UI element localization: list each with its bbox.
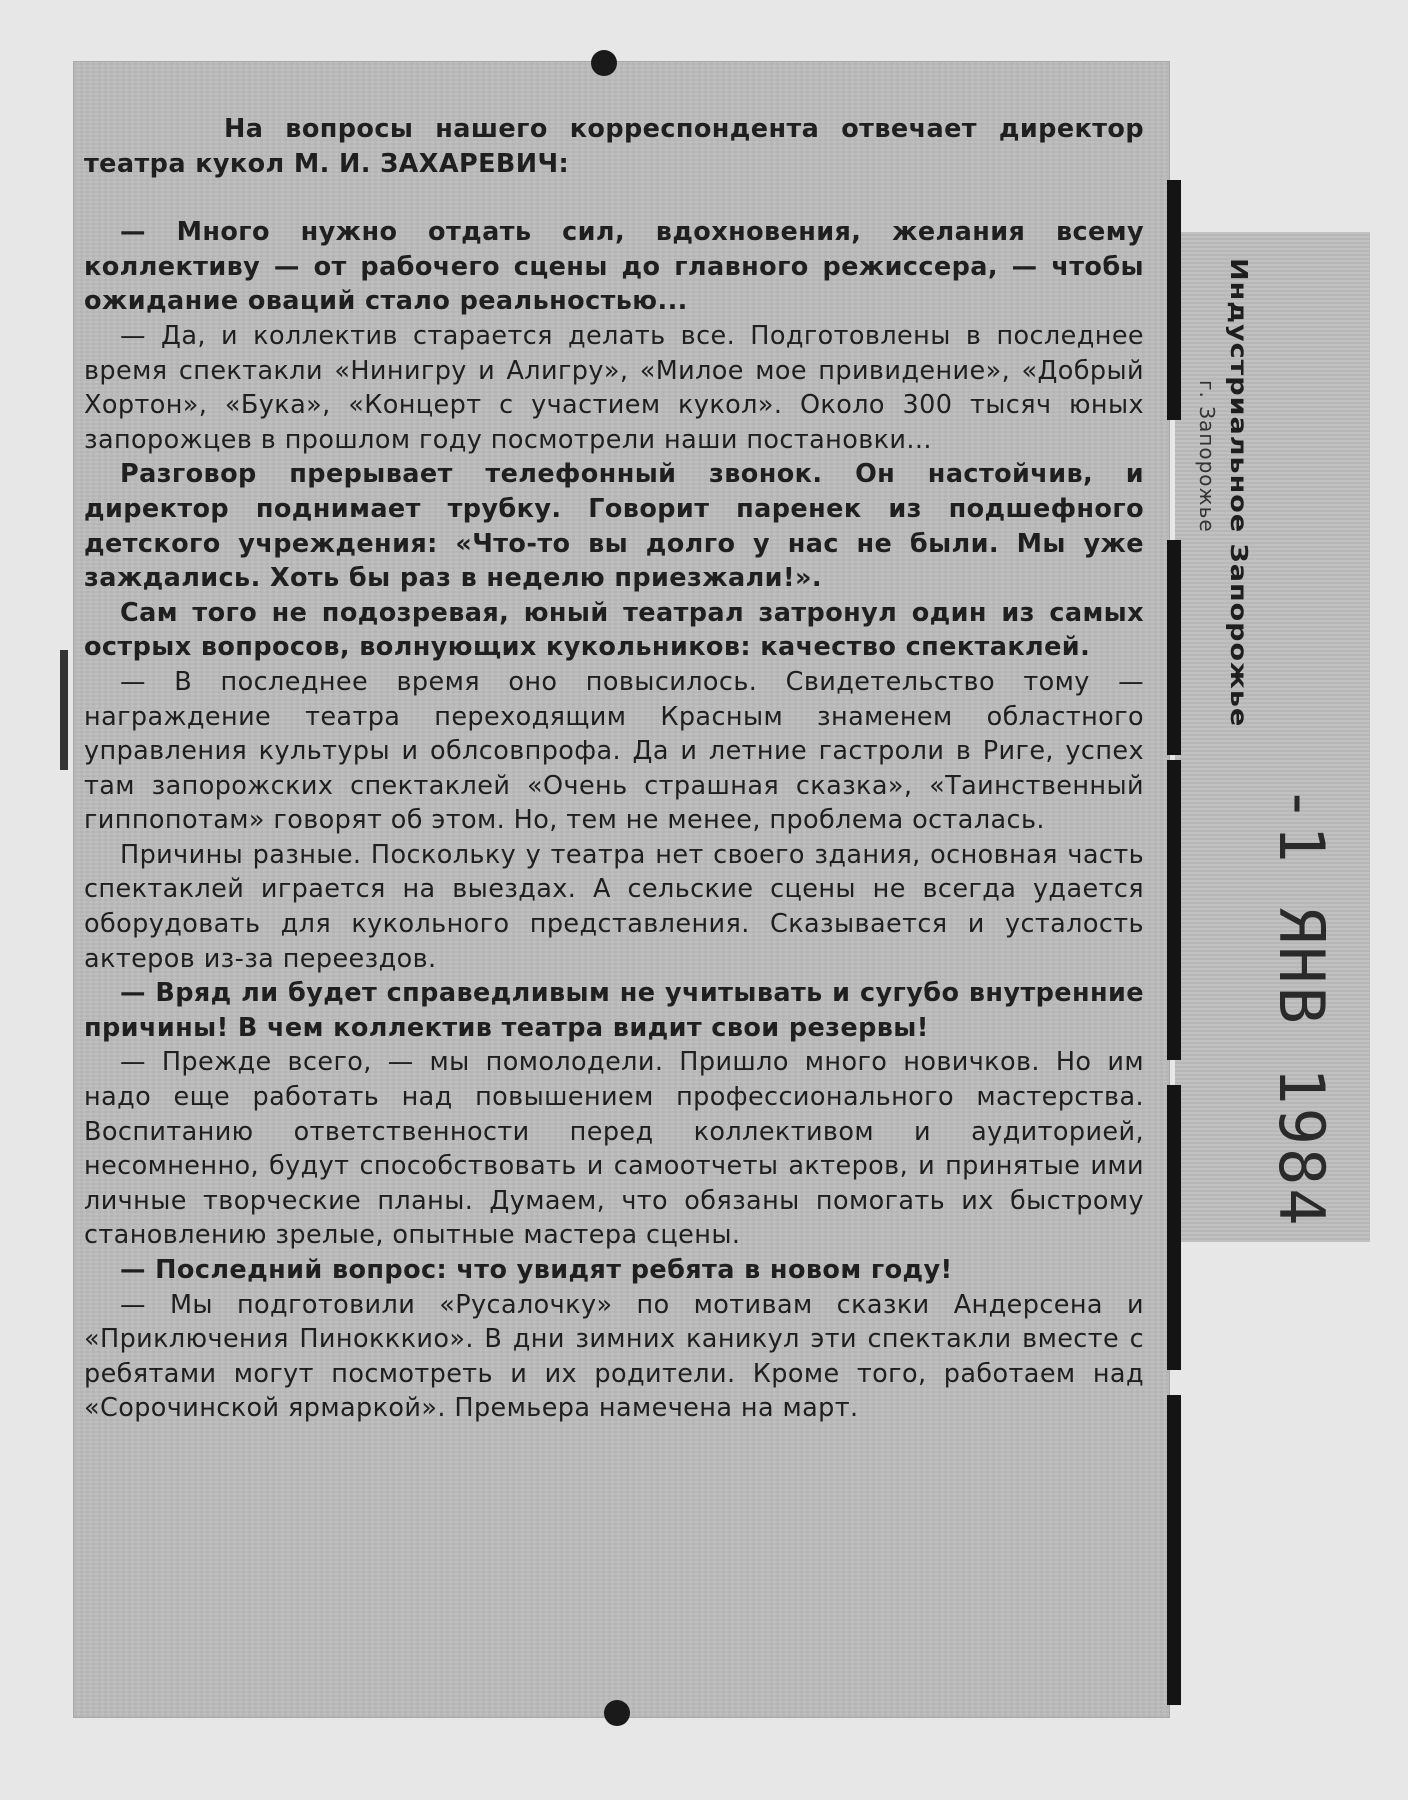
- clipping-edge-shadow: [1167, 760, 1181, 1060]
- article-text: [84, 112, 1144, 1426]
- article-paragraph: — Мы подготовили «Русалочку» по мотивам сказки Андерсена и «Приключения Пинокккио». В дни зимних каникул эти спектакли вместе с ребятами могут посмотреть и их родители. Кроме того, работаем над «Сорочинской ярмаркой». Премьера намечена на март.: [84, 1289, 1144, 1424]
- pin-hole-bottom: [604, 1700, 630, 1726]
- clipping-edge-shadow: [1167, 1395, 1181, 1705]
- article-paragraph: — Да, и коллектив старается делать все. Подготовлены в последнее время спектакли «Нинигру и Алигру», «Милое мое привидение», «Добрый Хортон», «Бука», «Концерт с участием кукол». Около 300 тысяч юных запорожцев в прошлом году посмотрели наши постановки...: [84, 320, 1144, 455]
- clipping-edge-shadow: [1167, 1085, 1181, 1370]
- newspaper-city: г. Запорожье: [1195, 380, 1219, 533]
- article-paragraph: — В последнее время оно повысилось. Свидетельство тому — награждение театра переходящим Красным знаменем областного управления культуры и облсовпрофа. Да и летние гастроли в Риге, успех там запорожских спектаклей «Очень страшная сказка», «Таинственный гиппопотам» говорят об этом. Но, тем не менее, проблема осталась.: [84, 666, 1144, 836]
- clipping-edge-shadow: [1167, 540, 1181, 755]
- article-paragraph: — Много нужно отдать сил, вдохновения, желания всему коллективу — от рабочего сцены до главного режиссера, — чтобы ожидание оваций стало реальностью...: [84, 217, 1144, 317]
- pin-hole-top: [591, 50, 617, 76]
- clipping-edge-shadow: [60, 650, 68, 770]
- clipping-edge-shadow: [1167, 180, 1181, 420]
- article-paragraph: Разговор прерывает телефонный звонок. Он настойчив, и директор поднимает трубку. Говорит паренек из подшефного детского учреждения: «Что-то вы долго у нас не были. Мы уже заждались. Хоть бы раз в неделю приезжали!».: [84, 459, 1144, 594]
- newspaper-name: Индустриальное Запорожье: [1225, 258, 1252, 728]
- article-paragraph: Причины разные. Поскольку у театра нет своего здания, основная часть спектаклей играется на выездах. А сельские сцены не всегда удается оборудовать для кукольного представления. Сказывается и усталость актеров из-за переездов.: [84, 839, 1144, 974]
- article-paragraph: — Вряд ли будет справедливым не учитывать и сугубо внутренние причины! В чем коллектив театра видит свои резервы!: [84, 978, 1144, 1043]
- article-paragraph: — Последний вопрос: что увидят ребята в новом году!: [120, 1255, 953, 1285]
- date-stamp: -1 ЯНВ 1984: [1265, 785, 1338, 1229]
- article-paragraph: — Прежде всего, — мы помолодели. Пришло много новичков. Но им надо еще работать над повышением профессионального мастерства. Воспитанию ответственности перед коллективом и аудиторией, несомненно, будут способствовать и самоотчеты актеров, и принятые ими личные творческие планы. Думаем, что обязаны помогать их быстрому становлению зрелые, опытные мастера сцены.: [84, 1047, 1144, 1251]
- article-paragraph: Сам того не подозревая, юный театрал затронул один из самых острых вопросов, волнующих кукольников: качество спектаклей.: [84, 597, 1144, 663]
- article-intro: На вопросы нашего корреспондента отвечает директор театра кукол М. И. ЗАХАРЕВИЧ:: [84, 114, 1144, 179]
